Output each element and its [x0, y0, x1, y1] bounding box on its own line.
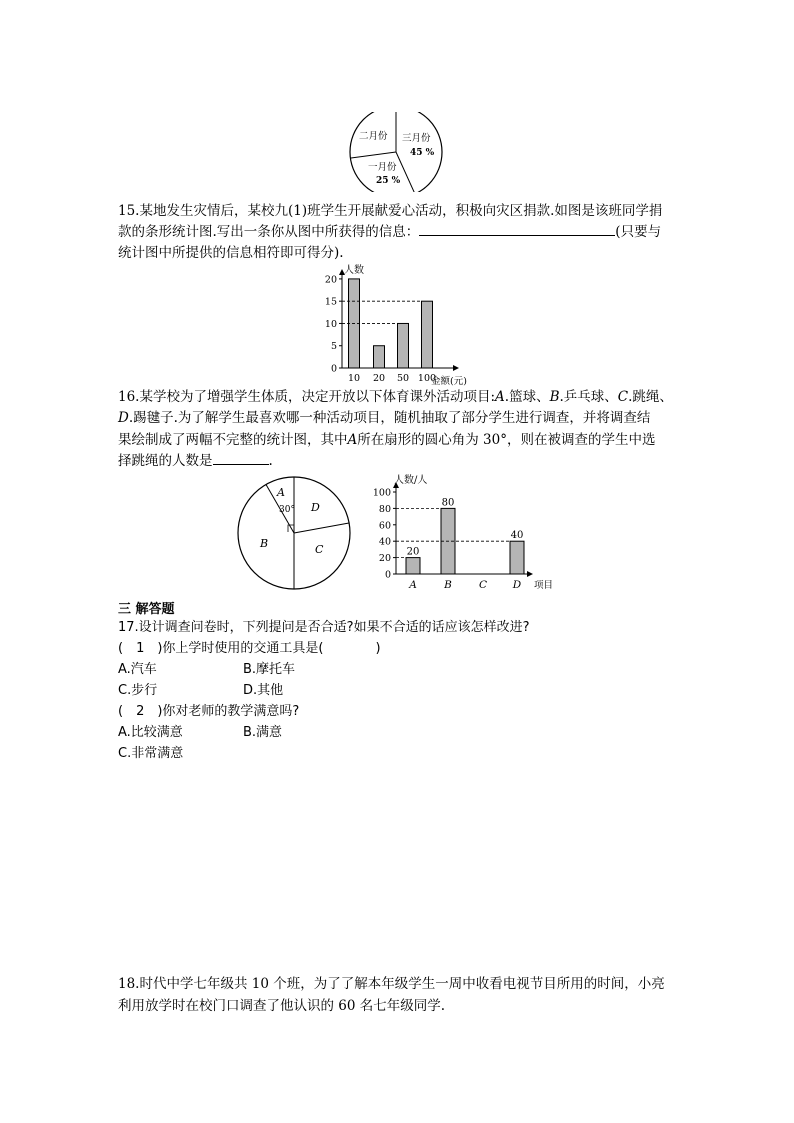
- bar2-bar: [510, 541, 524, 574]
- q16-line3-text-2: 所在扇形的圆心角为 30°，则在被调查的学生中选: [357, 432, 656, 448]
- bar1-y-tick-label: 5: [330, 341, 337, 353]
- bar1-bar: [422, 301, 433, 368]
- bar2-x-tick-label: A: [409, 579, 417, 591]
- q15-answer-blank[interactable]: [419, 235, 615, 236]
- bar1-bar: [374, 346, 385, 368]
- q17-intro: 17.设计调查问卷时，下列提问是否合适?如果不合适的话应该怎样改进?: [118, 620, 530, 635]
- q16-option-a-text: .篮球、: [504, 389, 550, 405]
- q16-line1: [118, 387, 673, 408]
- donation-bar-chart: [318, 262, 470, 386]
- q16-line4-text: 择跳绳的人数是: [118, 453, 213, 469]
- bar2-x-tick-label: D: [512, 579, 522, 591]
- q16-line4: [118, 451, 273, 472]
- bar1-y-tick-label: 20: [324, 274, 337, 286]
- q15-line1: 15.某地发生灾情后，某校九(1)班学生开展献爱心活动，积极向灾区捐款.如图是该班同学捐: [118, 203, 663, 219]
- q16-line3-a-letter: A: [347, 432, 358, 448]
- bar2-y-tick-label: 80: [378, 503, 391, 515]
- top-pie-chart: [346, 112, 446, 192]
- q17-part1-option-b: B.摩托车: [243, 662, 296, 677]
- activity-pie-angle-label: 30°: [279, 505, 295, 515]
- q17-part1-option-c: C.步行: [118, 683, 158, 698]
- q15-line2-tail: (只要与: [615, 224, 662, 240]
- q16-line3-text: 果绘制成了两幅不完整的统计图，其中: [118, 432, 348, 448]
- bar1-bar: [398, 323, 409, 368]
- q17-part2-option-c: C.非常满意: [118, 746, 184, 761]
- bar2-data-label: 20: [406, 546, 420, 558]
- top-pie-value-jan: 25 %: [376, 176, 401, 186]
- activity-pie-label-b: B: [260, 537, 269, 550]
- q16-line2: [118, 408, 650, 429]
- bar1-x-tick-label: 20: [372, 373, 386, 384]
- q18-line1: 18.时代中学七年级共 10 个班，为了了解本年级学生一周中收看电视节目所用的时间，小亮: [118, 976, 665, 992]
- q17-part1-option-d: D.其他: [243, 683, 284, 698]
- bar1-y-tick-label: 15: [324, 296, 337, 308]
- q16-line4-end: .: [268, 453, 273, 469]
- bar2-data-label: 40: [510, 530, 524, 542]
- bar1-y-label: 人数: [344, 265, 364, 276]
- q15-line2: [118, 222, 661, 243]
- q15-line2-text: 款的条形统计图.写出一条你从图中所获得的信息：: [118, 224, 420, 240]
- q17-part2-option-a: A.比较满意: [118, 725, 183, 740]
- bar2-data-label: 80: [441, 497, 455, 509]
- q15-line3: 统计图中所提供的信息相符即可得分).: [118, 245, 344, 261]
- top-pie-label-jan: 一月份: [368, 162, 397, 173]
- bar2-y-tick-label: 40: [378, 536, 391, 548]
- q16-option-d-letter: D: [118, 410, 129, 426]
- q16-option-c-text: .跳绳、: [628, 389, 673, 405]
- bar2-y-tick-label: 60: [378, 520, 391, 532]
- top-pie-value-mar: 45 %: [410, 148, 435, 158]
- section-heading: 三 解答题: [118, 602, 175, 617]
- bar1-x-label: 金额(元): [431, 376, 467, 386]
- bar2-x-label: 项目: [534, 580, 554, 591]
- q16-line3: [118, 430, 655, 451]
- activity-pie-label-d: D: [311, 501, 320, 514]
- activity-bar-chart: [370, 472, 560, 594]
- bar2-y-label: 人数/人: [394, 475, 428, 486]
- bar2-y-tick-label: 100: [372, 487, 391, 499]
- bar1-y-tick-label: 0: [330, 363, 337, 375]
- q16-answer-blank[interactable]: [213, 464, 269, 465]
- q16-option-b-text: .乒乓球、: [559, 389, 618, 405]
- bar1-x-tick-label: 50: [396, 373, 410, 384]
- q16-option-a-letter: A: [495, 389, 505, 405]
- bar1-x-arrow: [453, 365, 459, 371]
- q17-part1-option-a: A.汽车: [118, 662, 157, 677]
- q16-option-c-letter: C: [617, 389, 629, 405]
- q16-line2-text: .踢毽子.为了解学生最喜欢哪一种活动项目，随机抽取了部分学生进行调查，并将调查结: [128, 410, 651, 426]
- bar1-x-tick-label: 10: [347, 373, 361, 384]
- q17-part2: ( 2 )你对老师的教学满意吗?: [118, 704, 300, 719]
- activity-pie-chart: [236, 476, 354, 592]
- activity-pie-label-a: A: [277, 486, 285, 499]
- bar2-x-arrow: [527, 571, 533, 577]
- activity-pie-label-c: C: [315, 543, 324, 556]
- bar2-bar: [406, 558, 420, 574]
- bar1-x-tick-label: 100: [417, 373, 437, 384]
- q16-option-b-letter: B: [549, 389, 560, 405]
- bar2-y-tick-label: 20: [378, 553, 391, 565]
- top-pie-label-mar: 三月份: [402, 133, 431, 144]
- q17-part2-option-b: B.满意: [243, 725, 283, 740]
- top-pie-label-feb: 二月份: [359, 131, 388, 142]
- q17-part1: ( 1 )你上学时使用的交通工具是( ): [118, 641, 381, 656]
- bar2-x-tick-label: B: [444, 579, 452, 591]
- bar1-y-tick-label: 10: [324, 318, 337, 330]
- q18-line2: 利用放学时在校门口调查了他认识的 60 名七年级同学.: [118, 998, 446, 1014]
- bar2-x-tick-label: C: [478, 579, 488, 591]
- bar2-y-tick-label: 0: [384, 569, 391, 581]
- q16-line1-text: 16.某学校为了增强学生体质，决定开放以下体育课外活动项目:: [118, 389, 496, 405]
